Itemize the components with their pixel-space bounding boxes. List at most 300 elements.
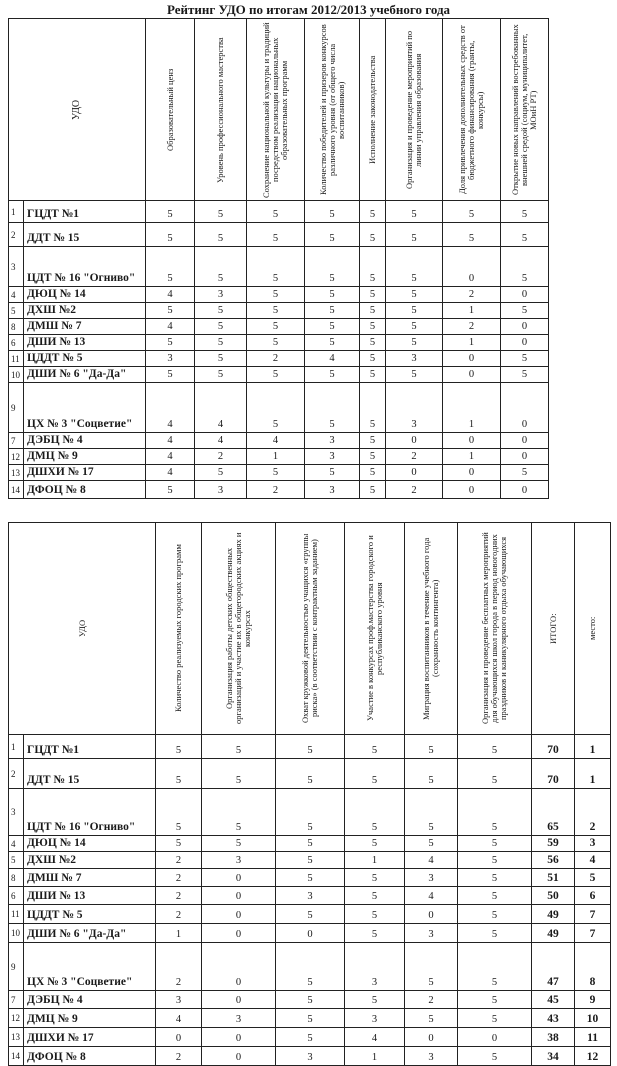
table-row bbox=[9, 201, 549, 223]
row-number: 13 bbox=[9, 1028, 24, 1047]
score-cell: 5 bbox=[276, 1009, 345, 1028]
table-row bbox=[9, 449, 549, 465]
udo-column-header bbox=[9, 523, 156, 735]
score-cell: 3 bbox=[146, 351, 195, 367]
row-number: 3 bbox=[9, 247, 24, 287]
score-cell: 1 bbox=[345, 852, 405, 869]
row-number: 13 bbox=[9, 465, 24, 481]
total-score: 70 bbox=[532, 735, 575, 759]
score-cell: 0 bbox=[386, 433, 443, 449]
place-rank: 10 bbox=[575, 1009, 611, 1028]
score-cell: 5 bbox=[247, 247, 305, 287]
score-cell: 5 bbox=[501, 465, 549, 481]
score-cell: 0 bbox=[501, 319, 549, 335]
score-cell: 0 bbox=[202, 905, 276, 924]
table-row bbox=[9, 287, 549, 303]
score-cell: 5 bbox=[405, 943, 458, 991]
score-cell: 5 bbox=[458, 789, 532, 836]
score-cell: 4 bbox=[146, 449, 195, 465]
total-score: 59 bbox=[532, 836, 575, 852]
row-number: 9 bbox=[9, 383, 24, 433]
table-row bbox=[9, 367, 549, 383]
place-rank: 5 bbox=[575, 869, 611, 887]
score-cell: 5 bbox=[305, 201, 360, 223]
score-cell: 0 bbox=[202, 1028, 276, 1047]
table-row bbox=[9, 789, 611, 836]
row-number: 9 bbox=[9, 943, 24, 991]
score-cell: 5 bbox=[247, 287, 305, 303]
criterion-header-label: Организация и проведение мероприятий по линии управления образования bbox=[404, 30, 423, 189]
score-cell: 0 bbox=[501, 383, 549, 433]
score-cell: 0 bbox=[501, 449, 549, 465]
score-cell: 5 bbox=[305, 319, 360, 335]
score-cell: 4 bbox=[195, 433, 247, 449]
score-cell: 5 bbox=[501, 223, 549, 247]
institution-name: ЦХ № 3 "Соцветие" bbox=[24, 943, 156, 991]
row-number: 12 bbox=[9, 449, 24, 465]
criterion-header bbox=[501, 19, 549, 201]
score-cell: 5 bbox=[345, 887, 405, 905]
institution-name: ДФОЦ № 8 bbox=[24, 481, 146, 499]
score-cell: 2 bbox=[156, 943, 202, 991]
score-cell: 5 bbox=[360, 433, 386, 449]
score-cell: 4 bbox=[405, 887, 458, 905]
score-cell: 5 bbox=[202, 789, 276, 836]
score-cell: 3 bbox=[345, 943, 405, 991]
udo-column-header-label: УДО bbox=[76, 619, 87, 638]
score-cell: 5 bbox=[501, 367, 549, 383]
score-cell: 5 bbox=[276, 1028, 345, 1047]
score-cell: 3 bbox=[405, 1047, 458, 1066]
total-column-header bbox=[532, 523, 575, 735]
place-rank: 1 bbox=[575, 759, 611, 789]
criterion-header bbox=[305, 19, 360, 201]
institution-name: ДДТ № 15 bbox=[24, 223, 146, 247]
score-cell: 5 bbox=[195, 247, 247, 287]
score-cell: 0 bbox=[405, 1028, 458, 1047]
score-cell: 5 bbox=[501, 201, 549, 223]
row-number: 14 bbox=[9, 481, 24, 499]
score-cell: 5 bbox=[305, 287, 360, 303]
score-cell: 4 bbox=[405, 852, 458, 869]
score-cell: 1 bbox=[443, 303, 501, 319]
institution-name: ДФОЦ № 8 bbox=[24, 1047, 156, 1066]
score-cell: 5 bbox=[146, 247, 195, 287]
table2-header-row bbox=[9, 523, 611, 735]
total-score: 49 bbox=[532, 924, 575, 943]
rating-table-part1 bbox=[8, 18, 549, 499]
criterion-header-label: Исполнение законодательства bbox=[367, 55, 378, 164]
score-cell: 5 bbox=[386, 223, 443, 247]
institution-name: ГЦДТ №1 bbox=[24, 201, 146, 223]
criterion-header-label: Участие в конкурсах проф.мастерства городского и республиканского уровня bbox=[364, 535, 384, 722]
score-cell: 5 bbox=[345, 759, 405, 789]
criterion-header bbox=[360, 19, 386, 201]
criterion-header bbox=[202, 523, 276, 735]
score-cell: 5 bbox=[146, 223, 195, 247]
table-row bbox=[9, 247, 549, 287]
score-cell: 5 bbox=[195, 303, 247, 319]
score-cell: 5 bbox=[195, 319, 247, 335]
score-cell: 3 bbox=[195, 287, 247, 303]
score-cell: 0 bbox=[202, 991, 276, 1009]
table-row bbox=[9, 887, 611, 905]
table-row bbox=[9, 905, 611, 924]
score-cell: 2 bbox=[156, 1047, 202, 1066]
score-cell: 5 bbox=[405, 1009, 458, 1028]
table-row bbox=[9, 869, 611, 887]
institution-name: ЦХ № 3 "Соцветие" bbox=[24, 383, 146, 433]
score-cell: 5 bbox=[458, 836, 532, 852]
criterion-header bbox=[195, 19, 247, 201]
score-cell: 5 bbox=[195, 367, 247, 383]
score-cell: 4 bbox=[146, 319, 195, 335]
score-cell: 4 bbox=[305, 351, 360, 367]
score-cell: 5 bbox=[458, 869, 532, 887]
score-cell: 2 bbox=[443, 287, 501, 303]
score-cell: 5 bbox=[360, 367, 386, 383]
row-number: 7 bbox=[9, 991, 24, 1009]
row-number: 4 bbox=[9, 287, 24, 303]
table1-header-row bbox=[9, 19, 549, 201]
score-cell: 3 bbox=[276, 887, 345, 905]
score-cell: 5 bbox=[360, 303, 386, 319]
score-cell: 5 bbox=[276, 836, 345, 852]
score-cell: 2 bbox=[156, 852, 202, 869]
score-cell: 5 bbox=[276, 759, 345, 789]
total-score: 70 bbox=[532, 759, 575, 789]
score-cell: 5 bbox=[501, 303, 549, 319]
institution-name: ЦДТ № 16 "Огниво" bbox=[24, 789, 156, 836]
total-score: 65 bbox=[532, 789, 575, 836]
score-cell: 3 bbox=[305, 433, 360, 449]
table-row bbox=[9, 319, 549, 335]
score-cell: 5 bbox=[195, 465, 247, 481]
table-row bbox=[9, 481, 549, 499]
criterion-header bbox=[443, 19, 501, 201]
criterion-header bbox=[156, 523, 202, 735]
rating-table-part2 bbox=[8, 522, 611, 1066]
score-cell: 0 bbox=[202, 924, 276, 943]
score-cell: 5 bbox=[345, 924, 405, 943]
table-row bbox=[9, 759, 611, 789]
criterion-header bbox=[345, 523, 405, 735]
institution-name: ДЭБЦ № 4 bbox=[24, 433, 146, 449]
score-cell: 3 bbox=[386, 351, 443, 367]
score-cell: 2 bbox=[156, 887, 202, 905]
place-rank: 4 bbox=[575, 852, 611, 869]
score-cell: 5 bbox=[156, 735, 202, 759]
score-cell: 0 bbox=[202, 943, 276, 991]
score-cell: 0 bbox=[443, 481, 501, 499]
institution-name: ЦДДТ № 5 bbox=[24, 905, 156, 924]
row-number: 11 bbox=[9, 905, 24, 924]
place-rank: 3 bbox=[575, 836, 611, 852]
place-rank: 11 bbox=[575, 1028, 611, 1047]
criterion-header-label: Сохранение национальной культуры и традиций посредством реализации национальных образовательных программ bbox=[261, 21, 289, 198]
score-cell: 5 bbox=[360, 223, 386, 247]
score-cell: 5 bbox=[247, 201, 305, 223]
score-cell: 2 bbox=[247, 351, 305, 367]
score-cell: 0 bbox=[501, 481, 549, 499]
score-cell: 3 bbox=[405, 869, 458, 887]
score-cell: 4 bbox=[146, 383, 195, 433]
score-cell: 5 bbox=[458, 991, 532, 1009]
score-cell: 1 bbox=[247, 449, 305, 465]
row-number: 7 bbox=[9, 433, 24, 449]
score-cell: 5 bbox=[360, 449, 386, 465]
criterion-header-label: Организация и проведение бесплатных мероприятий для обучающихся школ города в период новогодних праздников и каникулярного отдыха обучающихся bbox=[480, 532, 508, 725]
score-cell: 5 bbox=[276, 789, 345, 836]
score-cell: 0 bbox=[458, 1028, 532, 1047]
score-cell: 5 bbox=[360, 481, 386, 499]
score-cell: 5 bbox=[458, 1047, 532, 1066]
table-row bbox=[9, 852, 611, 869]
score-cell: 3 bbox=[405, 924, 458, 943]
score-cell: 5 bbox=[345, 735, 405, 759]
score-cell: 5 bbox=[305, 303, 360, 319]
score-cell: 4 bbox=[156, 1009, 202, 1028]
score-cell: 5 bbox=[458, 905, 532, 924]
score-cell: 2 bbox=[386, 449, 443, 465]
score-cell: 5 bbox=[458, 735, 532, 759]
score-cell: 0 bbox=[443, 465, 501, 481]
score-cell: 5 bbox=[386, 287, 443, 303]
score-cell: 5 bbox=[458, 1009, 532, 1028]
score-cell: 5 bbox=[247, 303, 305, 319]
score-cell: 5 bbox=[458, 852, 532, 869]
score-cell: 5 bbox=[146, 303, 195, 319]
total-score: 47 bbox=[532, 943, 575, 991]
score-cell: 5 bbox=[405, 789, 458, 836]
row-number: 8 bbox=[9, 869, 24, 887]
institution-name: ДШИ № 6 "Да-Да" bbox=[24, 924, 156, 943]
score-cell: 5 bbox=[501, 351, 549, 367]
score-cell: 5 bbox=[276, 943, 345, 991]
total-score: 43 bbox=[532, 1009, 575, 1028]
total-score: 34 bbox=[532, 1047, 575, 1066]
criterion-header-label: Количество победителей и призеров конкурсов различного уровня (от общего числа воспитанников) bbox=[317, 24, 346, 195]
table-row bbox=[9, 1047, 611, 1066]
score-cell: 0 bbox=[501, 433, 549, 449]
score-cell: 1 bbox=[345, 1047, 405, 1066]
score-cell: 5 bbox=[360, 351, 386, 367]
criterion-header-label: Уровень профессионального мастерства bbox=[215, 36, 226, 183]
row-number: 6 bbox=[9, 887, 24, 905]
score-cell: 2 bbox=[405, 991, 458, 1009]
place-rank: 9 bbox=[575, 991, 611, 1009]
score-cell: 0 bbox=[202, 887, 276, 905]
score-cell: 5 bbox=[276, 735, 345, 759]
score-cell: 0 bbox=[443, 433, 501, 449]
score-cell: 5 bbox=[360, 201, 386, 223]
score-cell: 5 bbox=[195, 223, 247, 247]
score-cell: 4 bbox=[146, 287, 195, 303]
score-cell: 5 bbox=[202, 836, 276, 852]
row-number: 6 bbox=[9, 335, 24, 351]
row-number: 14 bbox=[9, 1047, 24, 1066]
score-cell: 0 bbox=[202, 1047, 276, 1066]
score-cell: 3 bbox=[195, 481, 247, 499]
table-row bbox=[9, 735, 611, 759]
score-cell: 4 bbox=[345, 1028, 405, 1047]
score-cell: 5 bbox=[443, 223, 501, 247]
score-cell: 3 bbox=[305, 449, 360, 465]
place-rank: 7 bbox=[575, 905, 611, 924]
total-score: 38 bbox=[532, 1028, 575, 1047]
row-number: 2 bbox=[9, 759, 24, 789]
score-cell: 5 bbox=[247, 367, 305, 383]
score-cell: 5 bbox=[156, 759, 202, 789]
score-cell: 0 bbox=[405, 905, 458, 924]
score-cell: 2 bbox=[386, 481, 443, 499]
criterion-header bbox=[458, 523, 532, 735]
score-cell: 1 bbox=[443, 335, 501, 351]
score-cell: 1 bbox=[156, 924, 202, 943]
score-cell: 3 bbox=[345, 1009, 405, 1028]
score-cell: 5 bbox=[247, 319, 305, 335]
institution-name: ДМЦ № 9 bbox=[24, 449, 146, 465]
score-cell: 4 bbox=[146, 465, 195, 481]
score-cell: 5 bbox=[360, 319, 386, 335]
place-column-header-label: место: bbox=[587, 616, 598, 641]
institution-name: ДМШ № 7 bbox=[24, 319, 146, 335]
table-row bbox=[9, 1028, 611, 1047]
row-number: 1 bbox=[9, 735, 24, 759]
score-cell: 3 bbox=[202, 852, 276, 869]
table-row bbox=[9, 924, 611, 943]
score-cell: 5 bbox=[360, 287, 386, 303]
row-number: 11 bbox=[9, 351, 24, 367]
score-cell: 5 bbox=[276, 869, 345, 887]
place-rank: 8 bbox=[575, 943, 611, 991]
institution-name: ДШХИ № 17 bbox=[24, 465, 146, 481]
score-cell: 5 bbox=[156, 789, 202, 836]
place-rank: 6 bbox=[575, 887, 611, 905]
score-cell: 5 bbox=[305, 335, 360, 351]
score-cell: 4 bbox=[146, 433, 195, 449]
score-cell: 5 bbox=[405, 759, 458, 789]
criterion-header bbox=[386, 19, 443, 201]
score-cell: 4 bbox=[247, 433, 305, 449]
udo-column-header-label: УДО bbox=[70, 99, 82, 120]
institution-name: ЦДТ № 16 "Огниво" bbox=[24, 247, 146, 287]
score-cell: 0 bbox=[156, 1028, 202, 1047]
score-cell: 5 bbox=[386, 201, 443, 223]
score-cell: 5 bbox=[202, 735, 276, 759]
score-cell: 0 bbox=[276, 924, 345, 943]
row-number: 5 bbox=[9, 852, 24, 869]
institution-name: ДМШ № 7 bbox=[24, 869, 156, 887]
place-column-header bbox=[575, 523, 611, 735]
total-column-header-label: ИТОГО: bbox=[547, 613, 558, 644]
score-cell: 5 bbox=[247, 383, 305, 433]
score-cell: 0 bbox=[202, 869, 276, 887]
score-cell: 0 bbox=[501, 335, 549, 351]
score-cell: 5 bbox=[458, 943, 532, 991]
score-cell: 2 bbox=[156, 869, 202, 887]
score-cell: 5 bbox=[276, 852, 345, 869]
score-cell: 5 bbox=[146, 335, 195, 351]
table-row bbox=[9, 433, 549, 449]
row-number: 1 bbox=[9, 201, 24, 223]
score-cell: 5 bbox=[305, 247, 360, 287]
score-cell: 5 bbox=[458, 759, 532, 789]
score-cell: 5 bbox=[247, 335, 305, 351]
score-cell: 5 bbox=[360, 335, 386, 351]
score-cell: 5 bbox=[345, 991, 405, 1009]
criterion-header bbox=[276, 523, 345, 735]
score-cell: 0 bbox=[443, 367, 501, 383]
total-score: 50 bbox=[532, 887, 575, 905]
score-cell: 5 bbox=[360, 465, 386, 481]
table-row bbox=[9, 836, 611, 852]
place-rank: 2 bbox=[575, 789, 611, 836]
institution-name: ДДТ № 15 bbox=[24, 759, 156, 789]
score-cell: 5 bbox=[386, 335, 443, 351]
score-cell: 2 bbox=[195, 449, 247, 465]
score-cell: 0 bbox=[443, 351, 501, 367]
total-score: 56 bbox=[532, 852, 575, 869]
table-row bbox=[9, 383, 549, 433]
score-cell: 5 bbox=[501, 247, 549, 287]
score-cell: 5 bbox=[345, 789, 405, 836]
institution-name: ЦДДТ № 5 bbox=[24, 351, 146, 367]
score-cell: 3 bbox=[276, 1047, 345, 1066]
score-cell: 5 bbox=[386, 319, 443, 335]
score-cell: 3 bbox=[305, 481, 360, 499]
score-cell: 5 bbox=[156, 836, 202, 852]
table-row bbox=[9, 465, 549, 481]
score-cell: 5 bbox=[195, 335, 247, 351]
table-row bbox=[9, 223, 549, 247]
institution-name: ДЭБЦ № 4 bbox=[24, 991, 156, 1009]
institution-name: ДШИ № 13 bbox=[24, 887, 156, 905]
score-cell: 5 bbox=[386, 247, 443, 287]
table-row bbox=[9, 991, 611, 1009]
score-cell: 5 bbox=[386, 303, 443, 319]
score-cell: 5 bbox=[276, 905, 345, 924]
score-cell: 5 bbox=[305, 465, 360, 481]
score-cell: 5 bbox=[276, 991, 345, 1009]
institution-name: ДЮЦ № 14 bbox=[24, 836, 156, 852]
criterion-header-label: Количество реализуемых городских программ bbox=[173, 544, 184, 713]
place-rank: 1 bbox=[575, 735, 611, 759]
score-cell: 1 bbox=[443, 449, 501, 465]
criterion-header bbox=[247, 19, 305, 201]
institution-name: ДЮЦ № 14 bbox=[24, 287, 146, 303]
score-cell: 0 bbox=[501, 287, 549, 303]
row-number: 12 bbox=[9, 1009, 24, 1028]
table-row bbox=[9, 1009, 611, 1028]
row-number: 8 bbox=[9, 319, 24, 335]
table-row bbox=[9, 943, 611, 991]
institution-name: ГЦДТ №1 bbox=[24, 735, 156, 759]
score-cell: 5 bbox=[146, 367, 195, 383]
row-number: 10 bbox=[9, 367, 24, 383]
institution-name: ДШИ № 13 bbox=[24, 335, 146, 351]
score-cell: 5 bbox=[345, 869, 405, 887]
score-cell: 5 bbox=[360, 247, 386, 287]
row-number: 2 bbox=[9, 223, 24, 247]
score-cell: 0 bbox=[443, 247, 501, 287]
score-cell: 2 bbox=[443, 319, 501, 335]
score-cell: 1 bbox=[443, 383, 501, 433]
total-score: 49 bbox=[532, 905, 575, 924]
institution-name: ДШИ № 6 "Да-Да" bbox=[24, 367, 146, 383]
total-score: 45 bbox=[532, 991, 575, 1009]
score-cell: 2 bbox=[247, 481, 305, 499]
